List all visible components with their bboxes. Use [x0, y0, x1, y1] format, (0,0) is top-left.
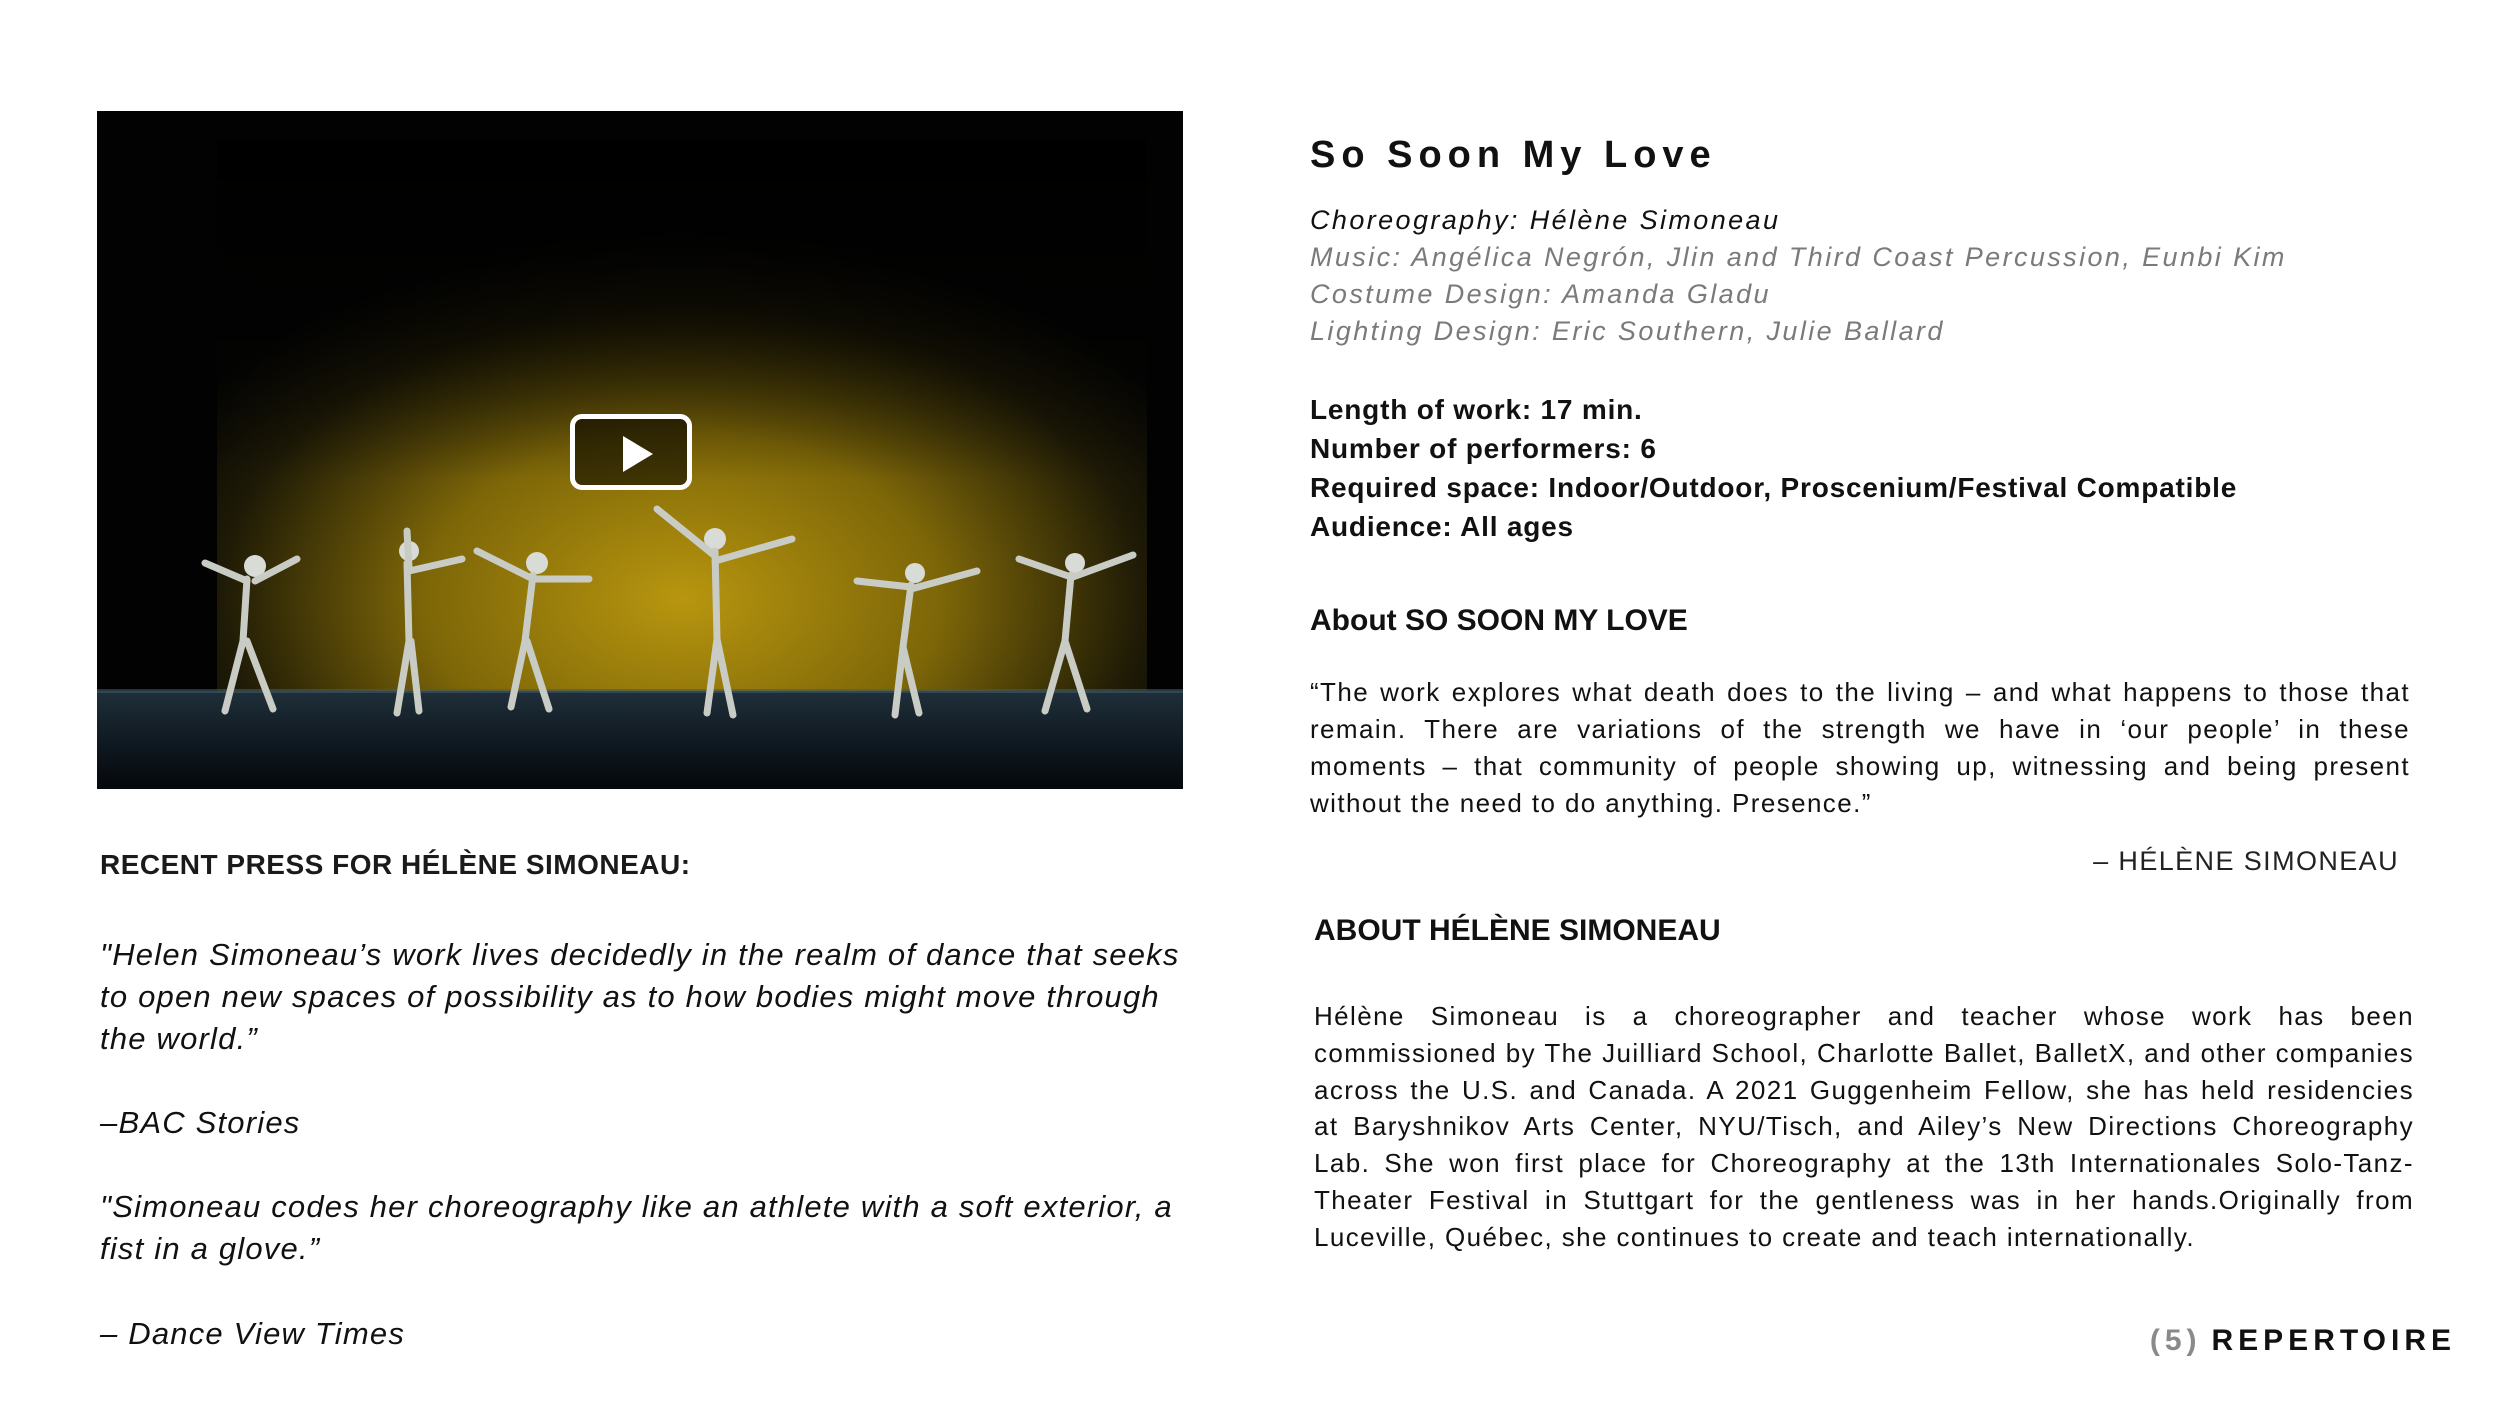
about-artist-heading: ABOUT HÉLÈNE SIMONEAU [1314, 914, 1721, 947]
spec-performers: Number of performers: 6 [1310, 433, 1657, 464]
spec-audience: Audience: All ages [1310, 511, 1574, 542]
press-quote: "Helen Simoneau’s work lives decidedly in the realm of dance that seeks to open new spaces of possibility as to how bodies might move through the world.” [100, 937, 1180, 1056]
play-button[interactable] [570, 414, 692, 490]
credits-list [1310, 202, 2287, 350]
about-work-quote: “The work explores what death does to the living – and what happens to those that remain. There are variations of the strength we have in ‘our people’ in these moments – that community of people showing up, witnessing and being present without the need to do anything. Presence.” [1310, 677, 2410, 818]
spec-space: Required space: Indoor/Outdoor, Proscenium/Festival Compatible [1310, 472, 2238, 503]
press-source: –BAC Stories [100, 1105, 301, 1140]
artist-bio: Hélène Simoneau is a choreographer and teacher whose work has been commissioned by The Juilliard School, Charlotte Ballet, BalletX, and other companies across the U.S. and Canada. A 2021 Guggenheim Fellow, she has held residencies at Baryshnikov Arts Center, NYU/Tisch, and Ailey’s New Directions Choreography Lab. She won first place for Choreography at the 13th Internationales Solo-Tanz-Theater Festival in Stuttgart for the gentleness was in her hands.Originally from Luceville, Québec, she continues to create and teach internationally. [1314, 1001, 2414, 1252]
spec-length: Length of work: 17 min. [1310, 394, 1643, 425]
credit-choreography: Choreography: Hélène Simoneau [1310, 205, 1781, 235]
credit-costume: Costume Design: Amanda Gladu [1310, 279, 1771, 309]
page-number: (5) [2149, 1324, 2202, 1357]
page-footer [2150, 1324, 2456, 1358]
play-icon [623, 436, 653, 472]
press-source: – Dance View Times [100, 1316, 406, 1351]
section-label: REPERTOIRE [2211, 1324, 2456, 1357]
press-quote: "Simoneau codes her choreography like an athlete with a soft exterior, a fist in a glove.” [100, 1189, 1173, 1266]
video-player[interactable] [97, 111, 1183, 789]
about-work-heading: About SO SOON MY LOVE [1310, 604, 1688, 637]
press-heading: RECENT PRESS FOR HÉLÈNE SIMONEAU: [100, 849, 691, 880]
work-title: So Soon My Love [1310, 134, 1717, 176]
credit-lighting: Lighting Design: Eric Southern, Julie Ballard [1310, 316, 1945, 346]
work-specs [1310, 390, 2237, 546]
credit-music: Music: Angélica Negrón, Jlin and Third Coast Percussion, Eunbi Kim [1310, 242, 2287, 272]
about-work-attribution: – HÉLÈNE SIMONEAU [2093, 846, 2399, 876]
